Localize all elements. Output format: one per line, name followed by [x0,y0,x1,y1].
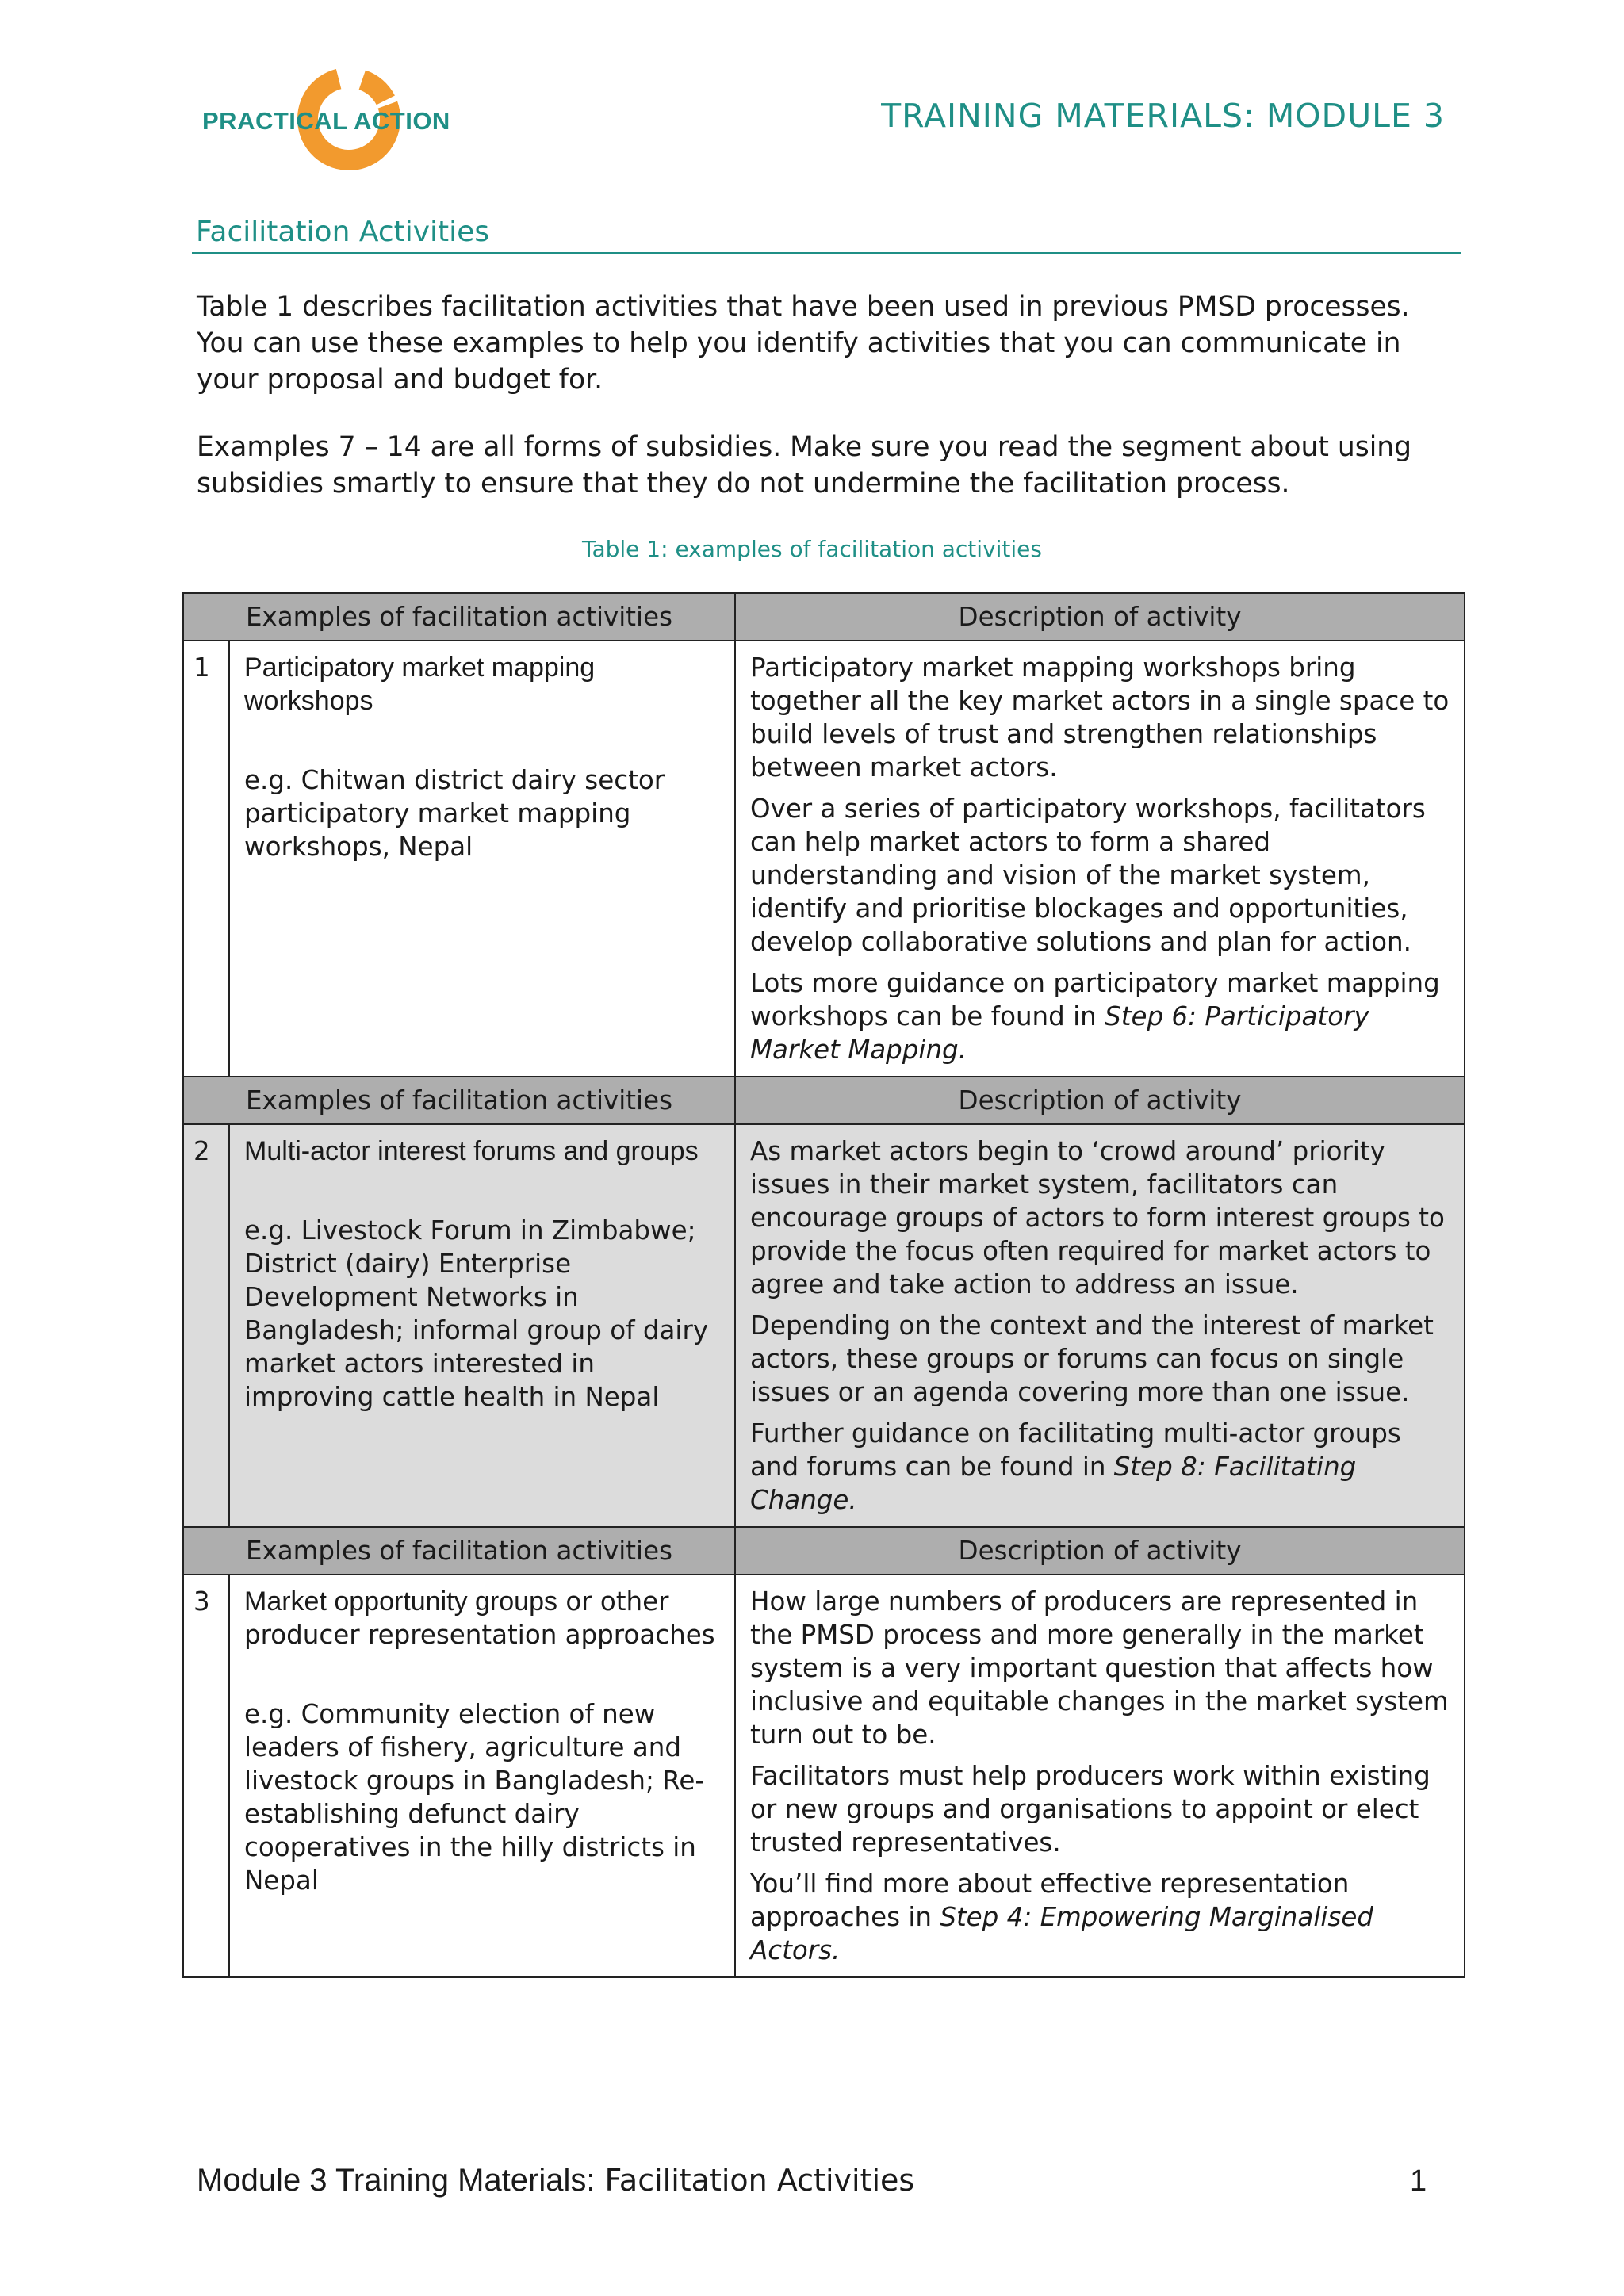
activity-title: Market opportunity groups or other producer representation approaches [244,1586,715,1650]
table-row [183,1124,1465,1527]
example-cell [229,1124,735,1527]
table-row [183,1575,1465,1977]
description-paragraph: Participatory market mapping workshops bring together all the key market actors in a single space to build levels of trust and strengthen relationships between market actors. [750,652,1450,783]
activity-title: Participatory market mapping workshops [244,652,596,716]
description-paragraph: How large numbers of producers are represented in the PMSD process and more generally in the market system is a very important question that affects how inclusive and equitable changes in the market system turn out to be. [750,1586,1449,1750]
header-description: Description of activity [735,1077,1465,1124]
module-title: TRAINING MATERIALS: MODULE 3 [881,97,1445,135]
table-header-row [183,593,1465,641]
description-paragraph: You’ll find more about effective representation approaches in Step 4: Empowering Marginalised Actors. [750,1869,1373,1965]
row-number: 3 [183,1575,229,1977]
description-cell [735,641,1465,1077]
example-cell [229,1575,735,1977]
description-paragraph: Further guidance on facilitating multi-actor groups and forums can be found in Step 8: Facilitating Change. [750,1418,1401,1515]
step-reference: Step 8: Facilitating Change. [750,1452,1357,1515]
activity-example: e.g. Livestock Forum in Zimbabwe; District (dairy) Enterprise Development Networks in Bangladesh; informal group of dairy market actors interested in improving cattle health in Nepal [244,1215,709,1412]
table-row [183,641,1465,1077]
table-caption: Table 1: examples of facilitation activities [581,536,1042,562]
description-cell [735,1124,1465,1527]
row-number: 1 [183,641,229,1077]
header-description: Description of activity [735,1527,1465,1575]
subsidies-paragraph: Examples 7 – 14 are all forms of subsidies. Make sure you read the segment about using subsidies smartly to ensure that they do not undermine the facilitation process. [197,431,1412,499]
activity-example: e.g. Community election of new leaders of fishery, agriculture and livestock groups in Bangladesh; Re-establishing defunct dairy cooperatives in the hilly districts in Nepal [244,1699,705,1896]
table-header-row [183,1077,1465,1124]
step-reference: Step 4: Empowering Marginalised Actors. [750,1902,1373,1965]
table-header-row [183,1527,1465,1575]
description-paragraph: Lots more guidance on participatory market mapping workshops can be found in Step 6: Participatory Market Mapping. [750,968,1440,1065]
description-paragraph: As market actors begin to ‘crowd around’ priority issues in their market system, facilitators can encourage groups of actors to form interest groups to provide the focus often required for market actors to agree and take action to address an issue. [750,1136,1445,1299]
step-reference: Step 6: Participatory Market Mapping. [750,1001,1369,1065]
intro-paragraph: Table 1 describes facilitation activities that have been used in previous PMSD processes. You can use these examples to help you identify activities that you can communicate in your proposal and budget for. [197,291,1410,396]
example-cell [229,641,735,1077]
footer-label: Module 3 Training Materials: Facilitation Activities [197,2163,915,2198]
header-examples: Examples of facilitation activities [183,1077,735,1124]
row-number: 2 [183,1124,229,1527]
facilitation-activities-table [182,592,1465,1978]
description-paragraph: Over a series of participatory workshops, facilitators can help market actors to form a shared understanding and vision of the market system, identify and prioritise blockages and opportunities, develop collaborative solutions and plan for action. [750,794,1426,957]
header-examples: Examples of facilitation activities [183,593,735,641]
description-paragraph: Depending on the context and the interest of market actors, these groups or forums can focus on single issues or an agenda covering more than one issue. [750,1311,1434,1407]
logo-text: PRACTICAL ACTION [202,107,450,135]
activity-example: e.g. Chitwan district dairy sector participatory market mapping workshops, Nepal [244,765,665,862]
page-number: 1 [1410,2164,1427,2198]
description-cell [735,1575,1465,1977]
activity-title: Multi-actor interest forums and groups [244,1136,699,1166]
section-heading: Facilitation Activities [196,216,490,248]
section-divider [192,252,1461,254]
header-examples: Examples of facilitation activities [183,1527,735,1575]
header-description: Description of activity [735,593,1465,641]
practical-action-logo [202,67,450,170]
description-paragraph: Facilitators must help producers work within existing or new groups and organisations to appoint or elect trusted representatives. [750,1761,1431,1858]
